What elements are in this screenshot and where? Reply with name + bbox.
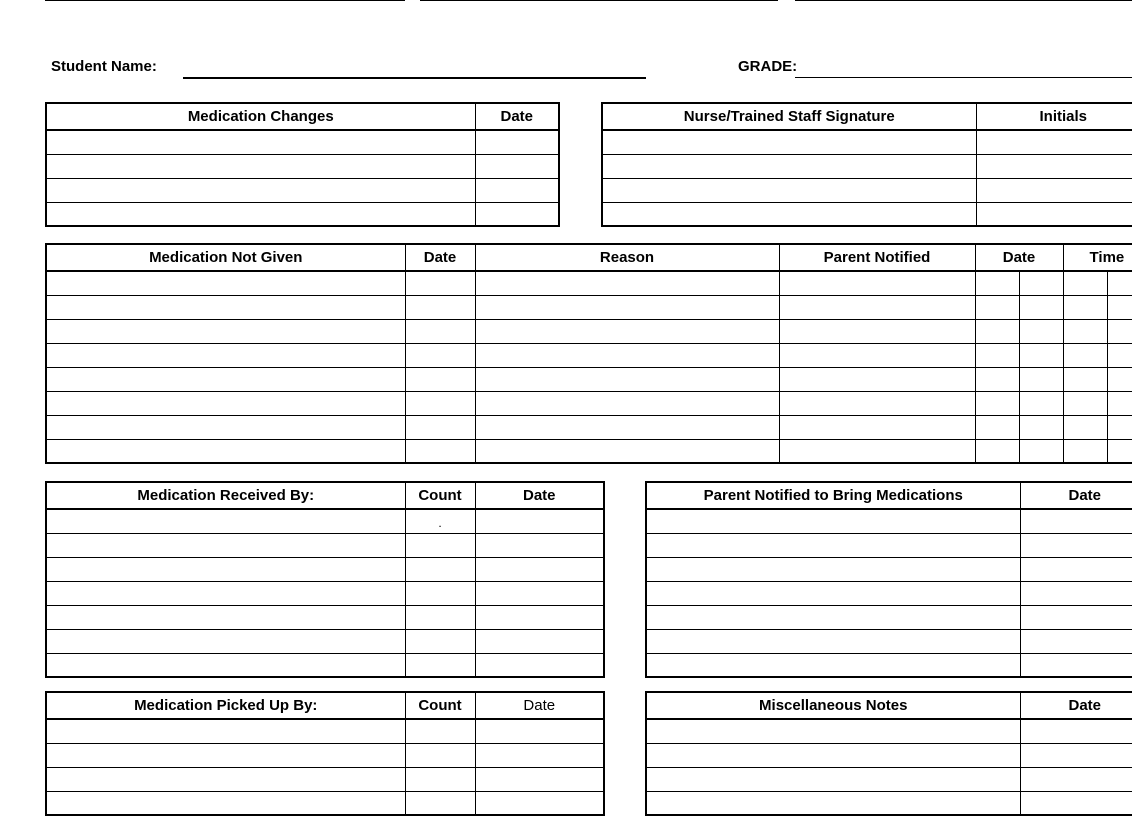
cell[interactable] <box>779 271 975 296</box>
top-rule-3 <box>420 0 778 1</box>
cell[interactable] <box>975 416 1019 440</box>
cell[interactable] <box>475 392 779 416</box>
cell[interactable] <box>405 368 475 392</box>
cell[interactable] <box>1020 534 1132 558</box>
table-row <box>646 534 1132 558</box>
cell[interactable] <box>646 792 1020 816</box>
table-row <box>46 368 1132 392</box>
cell[interactable] <box>475 296 779 320</box>
initials-header-label: Initials <box>1039 108 1088 125</box>
date-header: Date <box>475 103 559 130</box>
table-row <box>46 296 1132 320</box>
cell[interactable] <box>1063 392 1107 416</box>
cell[interactable] <box>1063 368 1107 392</box>
cell[interactable] <box>975 392 1019 416</box>
cell[interactable] <box>475 416 779 440</box>
cell[interactable] <box>1020 792 1132 816</box>
medication-received-table <box>45 481 605 678</box>
cell[interactable] <box>1019 440 1063 464</box>
medication-changes-header: Medication Changes <box>46 103 475 130</box>
table-row <box>46 719 604 744</box>
cell[interactable] <box>602 179 976 203</box>
count-header: Count <box>405 482 475 509</box>
initials-header <box>976 103 1132 130</box>
cell[interactable] <box>1063 271 1107 296</box>
table-header-row <box>646 692 1132 719</box>
table-row <box>46 416 1132 440</box>
table-row <box>602 130 1132 155</box>
cell[interactable] <box>405 606 475 630</box>
cell[interactable] <box>405 744 475 768</box>
date-header-label: Date <box>1068 697 1102 714</box>
cell[interactable] <box>475 203 559 227</box>
cell[interactable] <box>646 534 1020 558</box>
cell[interactable] <box>602 203 976 227</box>
top-rule-2 <box>105 0 405 1</box>
received-by-header: Medication Received By: <box>46 482 405 509</box>
cell[interactable] <box>975 296 1019 320</box>
reason-header: Reason <box>475 244 779 271</box>
table-row <box>46 654 604 678</box>
cell[interactable] <box>1107 416 1132 440</box>
cell[interactable] <box>46 534 405 558</box>
time-header-label: Time <box>1089 249 1125 266</box>
cell[interactable] <box>975 320 1019 344</box>
cell[interactable] <box>46 509 405 534</box>
cell[interactable] <box>405 320 475 344</box>
cell[interactable] <box>1019 271 1063 296</box>
cell[interactable] <box>46 392 405 416</box>
cell[interactable] <box>405 719 475 744</box>
bring-medications-table <box>645 481 1132 678</box>
cell[interactable] <box>976 130 1132 155</box>
cell[interactable] <box>975 440 1019 464</box>
cell[interactable] <box>779 320 975 344</box>
cell[interactable] <box>1107 271 1132 296</box>
cell[interactable] <box>976 179 1132 203</box>
cell[interactable] <box>602 130 976 155</box>
medication-not-given-header: Medication Not Given <box>46 244 405 271</box>
cell[interactable] <box>475 654 604 678</box>
cell[interactable] <box>46 130 475 155</box>
cell[interactable] <box>46 296 405 320</box>
cell[interactable] <box>475 719 604 744</box>
cell[interactable] <box>475 271 779 296</box>
table-body <box>646 719 1132 815</box>
cell[interactable] <box>405 630 475 654</box>
medication-not-given-table <box>45 243 1132 464</box>
notified-date-header: Date <box>975 244 1063 271</box>
date-header <box>1020 482 1132 509</box>
date-header: Date <box>475 482 604 509</box>
cell[interactable] <box>475 606 604 630</box>
table-row <box>646 630 1132 654</box>
time-header <box>1063 244 1132 271</box>
cell[interactable] <box>46 654 405 678</box>
cell[interactable] <box>405 416 475 440</box>
cell[interactable] <box>1020 509 1132 534</box>
date-header <box>1020 692 1132 719</box>
cell[interactable] <box>646 719 1020 744</box>
cell[interactable] <box>1063 320 1107 344</box>
cell[interactable] <box>1107 392 1132 416</box>
cell[interactable] <box>475 509 604 534</box>
count-header: Count <box>405 692 475 719</box>
cell[interactable] <box>975 344 1019 368</box>
cell[interactable] <box>975 271 1019 296</box>
table-row <box>46 130 559 155</box>
table-row <box>46 606 604 630</box>
cell[interactable] <box>646 630 1020 654</box>
cell[interactable] <box>475 179 559 203</box>
cell[interactable] <box>1063 416 1107 440</box>
table-row <box>46 155 559 179</box>
bring-medications-header: Parent Notified to Bring Medications <box>646 482 1020 509</box>
cell[interactable] <box>475 130 559 155</box>
table-row <box>602 179 1132 203</box>
table-body <box>646 509 1132 677</box>
cell[interactable] <box>646 654 1020 678</box>
table-row <box>646 654 1132 678</box>
top-rule-4 <box>795 0 1132 1</box>
table-row <box>646 509 1132 534</box>
table-row <box>46 179 559 203</box>
cell[interactable] <box>405 582 475 606</box>
cell[interactable] <box>779 368 975 392</box>
cell[interactable] <box>1019 320 1063 344</box>
cell[interactable] <box>405 768 475 792</box>
cell[interactable] <box>779 344 975 368</box>
cell[interactable] <box>976 155 1132 179</box>
table-header-row <box>46 244 1132 271</box>
medication-picked-up-table <box>45 691 605 816</box>
cell[interactable] <box>475 320 779 344</box>
cell[interactable] <box>475 792 604 816</box>
table-header-row <box>602 103 1132 130</box>
cell[interactable] <box>1107 344 1132 368</box>
cell[interactable] <box>1107 296 1132 320</box>
cell[interactable] <box>46 768 405 792</box>
cell[interactable] <box>646 744 1020 768</box>
cell[interactable] <box>405 344 475 368</box>
cell[interactable] <box>475 534 604 558</box>
table-row <box>46 558 604 582</box>
cell[interactable] <box>646 558 1020 582</box>
table-row <box>646 744 1132 768</box>
table-row <box>46 792 604 816</box>
cell[interactable] <box>1063 344 1107 368</box>
table-header-row <box>46 692 604 719</box>
table-row <box>46 744 604 768</box>
cell[interactable] <box>475 440 779 464</box>
cell[interactable] <box>475 582 604 606</box>
cell[interactable] <box>1020 582 1132 606</box>
cell[interactable] <box>46 155 475 179</box>
table-row <box>46 534 604 558</box>
cell[interactable] <box>646 509 1020 534</box>
table-header-row <box>46 482 604 509</box>
cell[interactable] <box>646 582 1020 606</box>
cell[interactable] <box>46 440 405 464</box>
date-header: Date <box>475 692 604 719</box>
student-name-field[interactable] <box>183 77 646 79</box>
cell[interactable] <box>475 344 779 368</box>
cell[interactable] <box>1020 558 1132 582</box>
table-row <box>46 440 1132 464</box>
cell[interactable] <box>475 744 604 768</box>
misc-notes-header: Miscellaneous Notes <box>646 692 1020 719</box>
cell[interactable] <box>1020 654 1132 678</box>
table-header-row <box>646 482 1132 509</box>
cell[interactable] <box>475 768 604 792</box>
cell[interactable] <box>1020 719 1132 744</box>
cell[interactable] <box>46 203 475 227</box>
cell[interactable] <box>1020 744 1132 768</box>
medication-changes-table <box>45 102 560 227</box>
cell[interactable] <box>1107 368 1132 392</box>
cell[interactable] <box>1063 440 1107 464</box>
table-row <box>46 271 1132 296</box>
cell[interactable] <box>976 203 1132 227</box>
cell[interactable] <box>975 368 1019 392</box>
table-row <box>46 203 559 227</box>
cell[interactable] <box>46 344 405 368</box>
cell[interactable] <box>46 416 405 440</box>
cell[interactable] <box>1020 630 1132 654</box>
cell[interactable] <box>779 392 975 416</box>
cell[interactable] <box>1019 368 1063 392</box>
cell[interactable] <box>475 155 559 179</box>
cell[interactable] <box>405 392 475 416</box>
cell[interactable] <box>46 744 405 768</box>
cell[interactable] <box>779 440 975 464</box>
cell[interactable] <box>475 558 604 582</box>
student-name-label: Student Name: <box>51 58 157 75</box>
table-body <box>46 271 1132 463</box>
cell[interactable] <box>602 155 976 179</box>
grade-field[interactable] <box>795 77 1132 78</box>
cell[interactable] <box>1020 768 1132 792</box>
table-body <box>46 719 604 815</box>
stray-mark: . <box>438 515 442 530</box>
top-rule-1 <box>45 0 105 1</box>
date-header-label: Date <box>1068 487 1102 504</box>
cell[interactable] <box>46 582 405 606</box>
cell[interactable] <box>46 271 405 296</box>
cell[interactable] <box>405 654 475 678</box>
cell[interactable] <box>46 719 405 744</box>
cell[interactable] <box>46 606 405 630</box>
cell[interactable] <box>1019 392 1063 416</box>
table-row <box>602 155 1132 179</box>
table-row <box>646 719 1132 744</box>
cell[interactable] <box>475 630 604 654</box>
cell[interactable] <box>405 792 475 816</box>
signature-header: Nurse/Trained Staff Signature <box>602 103 976 130</box>
table-row <box>46 630 604 654</box>
cell[interactable] <box>1107 320 1132 344</box>
cell[interactable] <box>46 558 405 582</box>
table-row <box>602 203 1132 227</box>
table-row <box>46 582 604 606</box>
table-row <box>646 768 1132 792</box>
parent-notified-header: Parent Notified <box>779 244 975 271</box>
cell[interactable] <box>1019 344 1063 368</box>
cell[interactable] <box>46 368 405 392</box>
table-row <box>46 768 604 792</box>
cell[interactable] <box>46 179 475 203</box>
table-row <box>646 582 1132 606</box>
cell[interactable] <box>405 296 475 320</box>
table-row <box>646 792 1132 816</box>
cell[interactable] <box>779 416 975 440</box>
cell[interactable] <box>405 534 475 558</box>
date-header: Date <box>405 244 475 271</box>
signature-table <box>601 102 1132 227</box>
cell[interactable] <box>1020 606 1132 630</box>
cell[interactable] <box>1019 296 1063 320</box>
cell[interactable] <box>46 630 405 654</box>
table-row <box>46 344 1132 368</box>
cell[interactable] <box>405 509 475 534</box>
cell[interactable] <box>405 271 475 296</box>
misc-notes-table <box>645 691 1132 816</box>
cell[interactable] <box>46 792 405 816</box>
table-header-row <box>46 103 559 130</box>
table-body <box>46 509 604 677</box>
cell[interactable] <box>475 368 779 392</box>
cell[interactable] <box>1107 440 1132 464</box>
cell[interactable] <box>405 440 475 464</box>
table-row <box>46 320 1132 344</box>
table-row <box>646 558 1132 582</box>
cell[interactable] <box>1063 296 1107 320</box>
cell[interactable] <box>405 558 475 582</box>
cell[interactable] <box>646 606 1020 630</box>
cell[interactable] <box>1019 416 1063 440</box>
picked-up-by-header: Medication Picked Up By: <box>46 692 405 719</box>
table-row <box>646 606 1132 630</box>
grade-label: GRADE: <box>738 58 798 75</box>
cell[interactable] <box>646 768 1020 792</box>
cell[interactable] <box>779 296 975 320</box>
table-row <box>46 392 1132 416</box>
cell[interactable] <box>46 320 405 344</box>
table-row <box>46 509 604 534</box>
